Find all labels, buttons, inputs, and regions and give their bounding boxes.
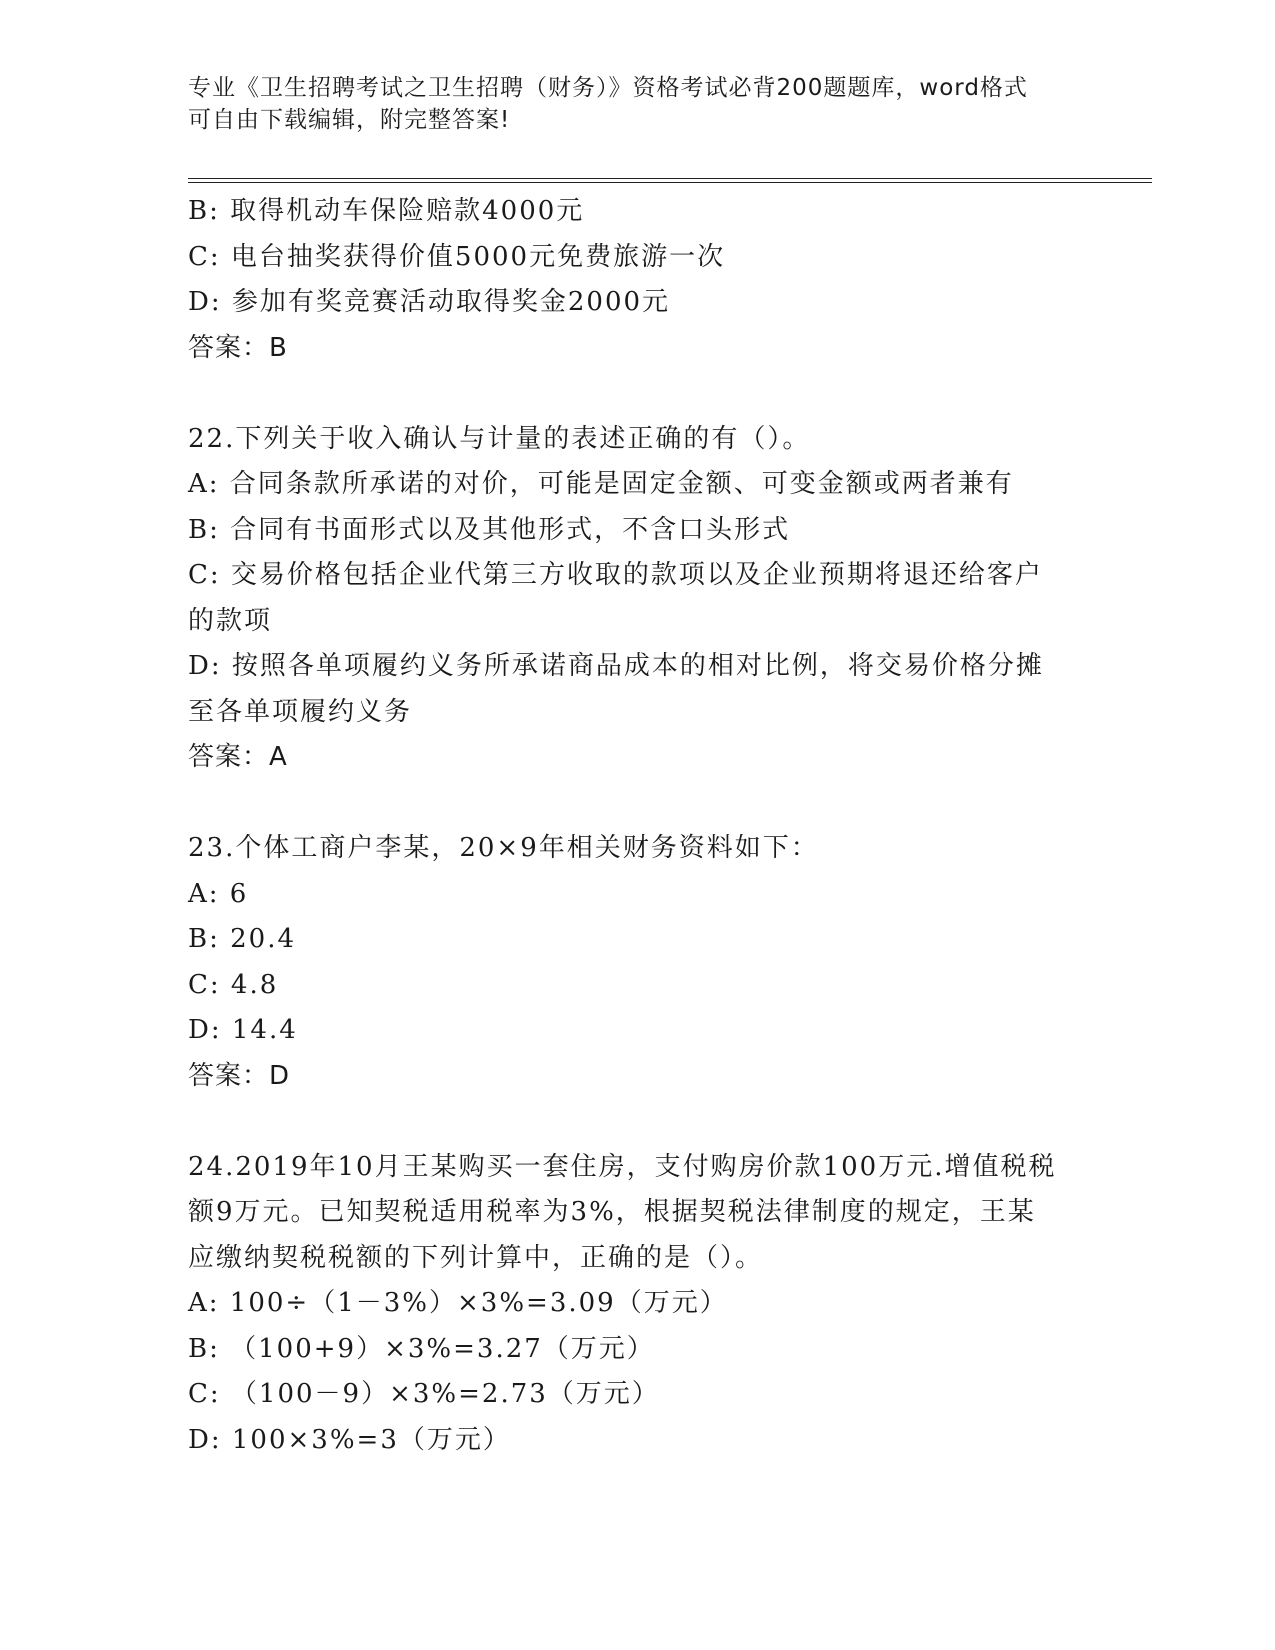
option-a: A: 100÷（1－3%）×3%=3.09（万元）: [188, 1288, 728, 1318]
option-c-continued: 的款项: [188, 605, 273, 636]
option-b: B: 取得机动车保险赔款4000元: [188, 196, 585, 226]
answer-label: 答案：D: [188, 1060, 291, 1091]
question-list: [188, 189, 1088, 1463]
header-title-line-2: 可自由下载编辑，附完整答案!: [188, 107, 511, 133]
option-c: C: 电台抽奖获得价值5000元免费旅游一次: [188, 241, 726, 272]
option-b: B: 20.4: [188, 924, 297, 954]
page-header: [188, 72, 1088, 136]
answer-label: 答案：B: [188, 332, 288, 363]
option-d: D: 参加有奖竞赛活动取得奖金2000元: [188, 287, 671, 317]
header-title-line-1: 专业《卫生招聘考试之卫生招聘（财务）》资格考试必背200题题库，word格式: [188, 75, 1028, 101]
option-b: B: 合同有书面形式以及其他形式，不含口头形式: [188, 514, 791, 545]
question-stem-line-3: 应缴纳契税税额的下列计算中，正确的是（）。: [188, 1242, 764, 1273]
option-d-continued: 至各单项履约义务: [188, 696, 413, 727]
question-stem: 22.下列关于收入确认与计量的表述正确的有（）。: [188, 423, 811, 454]
option-a: A: 合同条款所承诺的对价，可能是固定金额、可变金额或两者兼有: [188, 469, 1014, 499]
header-divider: [188, 178, 1152, 183]
question-21-tail: [188, 189, 1088, 371]
spacer: [188, 371, 1088, 417]
option-a: A: 6: [188, 878, 249, 909]
option-d: D: 14.4: [188, 1015, 298, 1045]
option-c: C: （100－9）×3%=2.73（万元）: [188, 1379, 660, 1409]
question-22: [188, 417, 1088, 781]
question-stem-line-1: 24.2019年10月王某购买一套住房，支付购房价款100万元.增值税税: [188, 1151, 1057, 1182]
question-23: [188, 826, 1088, 1099]
option-c: C: 4.8: [188, 969, 279, 1000]
question-24: [188, 1145, 1088, 1464]
option-d: D: 100×3%=3（万元）: [188, 1424, 511, 1455]
question-stem: 23.个体工商户李某，20×9年相关财务资料如下：: [188, 833, 819, 863]
option-d: D: 按照各单项履约义务所承诺商品成本的相对比例，将交易价格分摊: [188, 651, 1044, 681]
option-c: C: 交易价格包括企业代第三方收取的款项以及企业预期将退还给客户: [188, 560, 1043, 590]
answer-label: 答案：A: [188, 742, 288, 772]
spacer: [188, 1099, 1088, 1145]
question-stem-line-2: 额9万元。已知契税适用税率为3%，根据契税法律制度的规定，王某: [188, 1197, 1036, 1227]
option-b: B: （100+9）×3%=3.27（万元）: [188, 1333, 655, 1364]
spacer: [188, 781, 1088, 827]
